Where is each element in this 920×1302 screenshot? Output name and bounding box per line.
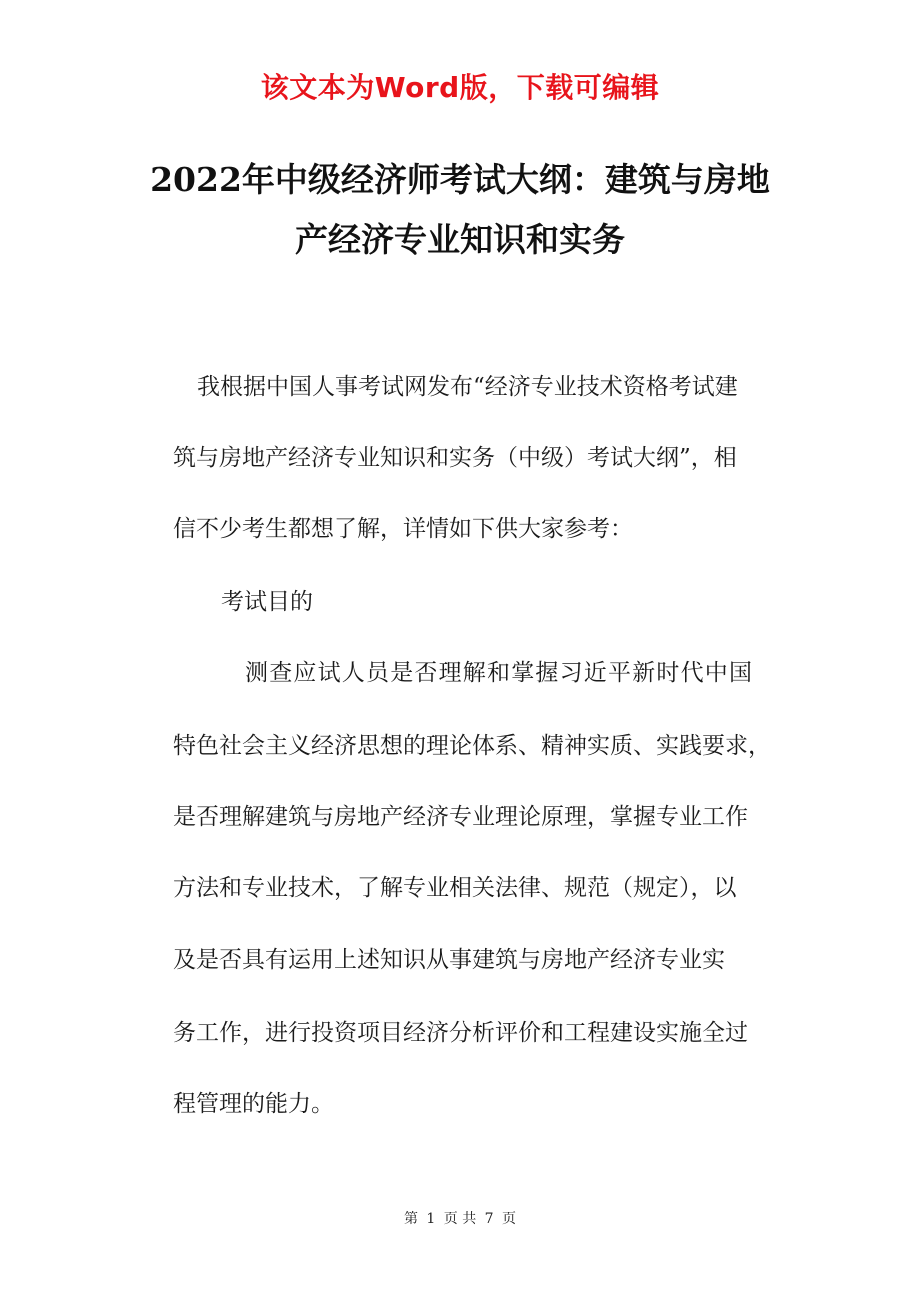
section-heading: 考试目的: [221, 589, 313, 615]
title-line-1: 2022年中级经济师考试大纲：建筑与房地: [150, 160, 770, 199]
page-footer: [0, 1208, 920, 1228]
title-line-2: 产经济专业知识和实务: [295, 220, 625, 259]
word-version-banner: 该文本为Word版，下载可编辑: [260, 71, 660, 104]
footer-prefix: 第: [403, 1211, 418, 1227]
purpose-line: 及是否具有运用上述知识从事建筑与房地产经济专业实: [173, 947, 725, 973]
footer-page-number: 1: [426, 1211, 436, 1227]
footer-middle: 页 共: [443, 1211, 477, 1227]
intro-line: 信不少考生都想了解，详情如下供大家参考：: [173, 516, 633, 542]
purpose-line: 务工作，进行投资项目经济分析评价和工程建设实施全过: [173, 1020, 748, 1046]
intro-line: 我根据中国人事考试网发布“经济专业技术资格考试建: [197, 374, 738, 400]
purpose-line: 特色社会主义经济思想的理论体系、精神实质、实践要求，: [173, 733, 771, 759]
footer-suffix: 页: [502, 1211, 517, 1227]
purpose-line: 是否理解建筑与房地产经济专业理论原理，掌握专业工作: [173, 804, 748, 830]
document-title: [130, 150, 790, 270]
purpose-line: 测查应试人员是否理解和掌握习近平新时代中国: [245, 660, 754, 686]
intro-line: 筑与房地产经济专业知识和实务（中级）考试大纲”，相: [173, 445, 737, 471]
purpose-line: 方法和专业技术，了解专业相关法律、规范（规定），以: [173, 875, 737, 901]
footer-total-pages: 7: [484, 1211, 494, 1227]
purpose-line: 程管理的能力。: [173, 1091, 334, 1117]
